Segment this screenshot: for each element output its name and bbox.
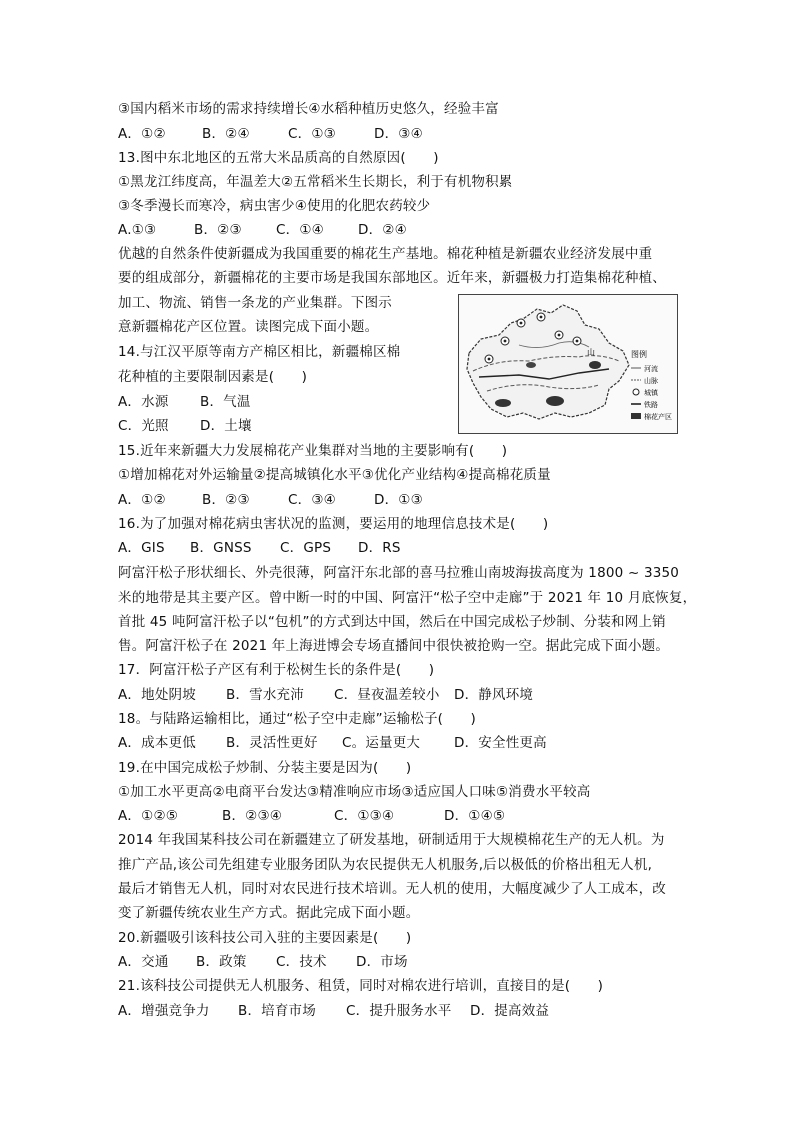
q17-option-c[interactable]: C．昼夜温差较小 bbox=[334, 687, 440, 703]
q17-option-a[interactable]: A．地处阴坡 bbox=[118, 687, 196, 703]
passage-drone-line-4: 变了新疆传统农业生产方式。据此完成下面小题。 bbox=[118, 905, 420, 921]
xinjiang-cotton-map bbox=[458, 294, 678, 434]
q13-options bbox=[118, 220, 407, 240]
q12-option-b[interactable]: B．②④ bbox=[202, 126, 250, 142]
cotton-area-shape bbox=[589, 361, 601, 369]
q19-option-d[interactable]: D．①④⑤ bbox=[444, 808, 506, 824]
passage-xinjiang-line-4: 意新疆棉花产区位置。读图完成下面小题。 bbox=[118, 319, 379, 335]
q18-option-c[interactable]: C。运量更大 bbox=[342, 735, 421, 751]
q21-option-b[interactable]: B．培育市场 bbox=[238, 1003, 316, 1019]
q13-option-d[interactable]: D．②④ bbox=[358, 222, 407, 238]
legend-cotton-icon bbox=[631, 413, 641, 419]
passage-drone-line-1: 2014 年我国某科技公司在新疆建立了研发基地，研制适用于大规模棉花生产的无人机。为 bbox=[118, 832, 665, 848]
q12-options bbox=[118, 124, 423, 144]
q21-option-a[interactable]: A．增强竞争力 bbox=[118, 1003, 210, 1019]
q20-option-a[interactable]: A．交通 bbox=[118, 954, 169, 970]
q20-option-d[interactable]: D．市场 bbox=[356, 954, 408, 970]
q12-option-a[interactable]: A．①② bbox=[118, 126, 166, 142]
legend-town-icon bbox=[633, 389, 639, 395]
legend-town-label: 城镇 bbox=[644, 389, 658, 397]
q20-stem: 20.新疆吸引该科技公司入驻的主要因素是( ) bbox=[118, 930, 412, 946]
q13-option-b[interactable]: B．②③ bbox=[194, 222, 242, 238]
q21-option-d[interactable]: D．提高效益 bbox=[470, 1003, 550, 1019]
q15-option-a[interactable]: A．①② bbox=[118, 492, 166, 508]
q14-options-row-1 bbox=[118, 392, 251, 412]
passage-afghan-line-3: 首批 45 吨阿富汗松子以“包机”的方式到达中国，然后在中国完成松子炒制、分装和网上销 bbox=[118, 614, 666, 630]
q21-stem: 21.该科技公司提供无人机服务、租赁，同时对棉农进行培训，直接目的是( ) bbox=[118, 978, 604, 994]
q13-option-c[interactable]: C．①④ bbox=[276, 222, 324, 238]
legend-river-label: 河流 bbox=[644, 365, 658, 373]
q21-options bbox=[118, 1001, 549, 1021]
q14-stem-1: 14.与江汉平原等南方产棉区相比，新疆棉区棉 bbox=[118, 344, 401, 360]
q20-option-c[interactable]: C．技术 bbox=[276, 954, 327, 970]
q16-options bbox=[118, 538, 401, 558]
q15-option-b[interactable]: B．②③ bbox=[202, 492, 250, 508]
q15-option-d[interactable]: D．①③ bbox=[374, 492, 423, 508]
q12-statement-line: ③国内稻米市场的需求持续增长④水稻种植历史悠久，经验丰富 bbox=[118, 101, 499, 117]
q15-option-c[interactable]: C．③④ bbox=[288, 492, 336, 508]
q14-option-a[interactable]: A．水源 bbox=[118, 394, 169, 410]
q19-statements: ①加工水平更高②电商平台发达③精准响应市场③适应国人口味⑤消费水平较高 bbox=[118, 784, 591, 800]
passage-afghan-line-1: 阿富汗松子形状细长、外壳很薄，阿富汗东北部的喜马拉雅山南坡海拔高度为 1800 ~ 3350 bbox=[118, 565, 680, 581]
q17-options bbox=[118, 685, 533, 705]
q15-stem: 15.近年来新疆大力发展棉花产业集群对当地的主要影响有( ) bbox=[118, 443, 508, 459]
q16-option-b[interactable]: B．GNSS bbox=[190, 540, 252, 556]
q20-option-b[interactable]: B．政策 bbox=[196, 954, 247, 970]
q19-options bbox=[118, 806, 505, 826]
q19-option-a[interactable]: A．①②⑤ bbox=[118, 808, 179, 824]
mountain-label: 山 bbox=[587, 348, 595, 357]
q16-option-c[interactable]: C．GPS bbox=[280, 540, 332, 556]
q20-options bbox=[118, 952, 408, 972]
passage-xinjiang-line-1: 优越的自然条件使新疆成为我国重要的棉花生产基地。棉花种植是新疆农业经济发展中重 bbox=[118, 246, 653, 262]
passage-afghan-line-4: 售。阿富汗松子在 2021 年上海进博会专场直播间中很快被抢购一空。据此完成下面小题。 bbox=[118, 638, 670, 654]
q18-options bbox=[118, 733, 547, 753]
passage-xinjiang-line-3: 加工、物流、销售一条龙的产业集群。下图示 bbox=[118, 295, 392, 311]
q16-stem: 16.为了加强对棉花病虫害状况的监测，要运用的地理信息技术是( ) bbox=[118, 516, 549, 532]
passage-afghan-line-2: 米的地带是其主要产区。曾中断一时的中国、阿富汗“松子空中走廊”于 2021 年 10 月底恢复， bbox=[118, 590, 697, 606]
q13-statement-2: ③冬季漫长而寒冷，病虫害少④使用的化肥农药较少 bbox=[118, 198, 431, 214]
q19-option-b[interactable]: B．②③④ bbox=[222, 808, 283, 824]
q14-stem-2: 花种植的主要限制因素是( ) bbox=[118, 369, 308, 385]
passage-xinjiang-line-2: 要的组成部分，新疆棉花的主要市场是我国东部地区。近年来，新疆极力打造集棉花种植、 bbox=[118, 270, 666, 286]
q18-option-b[interactable]: B．灵活性更好 bbox=[226, 735, 318, 751]
q15-options bbox=[118, 490, 423, 510]
passage-drone-line-2: 推广产品,该公司先组建专业服务团队为农民提供无人机服务,后以极低的价格出租无人机, bbox=[118, 857, 653, 873]
legend-title: 图例 bbox=[631, 350, 647, 359]
q14-option-c[interactable]: C．光照 bbox=[118, 418, 169, 434]
q19-option-c[interactable]: C．①③④ bbox=[334, 808, 395, 824]
q15-statements: ①增加棉花对外运输量②提高城镇化水平③优化产业结构④提高棉花质量 bbox=[118, 467, 551, 483]
legend-mountain-label: 山脉 bbox=[644, 377, 658, 385]
q16-option-a[interactable]: A．GIS bbox=[118, 540, 165, 556]
q14-options-row-2 bbox=[118, 416, 252, 436]
q17-option-b[interactable]: B．雪水充沛 bbox=[226, 687, 304, 703]
q13-stem: 13.图中东北地区的五常大米品质高的自然原因( ) bbox=[118, 150, 439, 166]
q14-option-b[interactable]: B．气温 bbox=[200, 394, 251, 410]
q21-option-c[interactable]: C．提升服务水平 bbox=[346, 1003, 452, 1019]
q17-option-d[interactable]: D．静风环境 bbox=[454, 687, 534, 703]
map-graphic bbox=[459, 295, 677, 433]
cotton-area-shape bbox=[546, 396, 564, 406]
q16-option-d[interactable]: D．RS bbox=[358, 540, 401, 556]
cotton-area-shape bbox=[526, 362, 536, 368]
q19-stem: 19.在中国完成松子炒制、分装主要是因为( ) bbox=[118, 760, 412, 776]
q13-statement-1: ①黑龙江纬度高，年温差大②五常稻米生长期长，利于有机物积累 bbox=[118, 174, 513, 190]
q17-stem: 17．阿富汗松子产区有利于松树生长的条件是( ) bbox=[118, 662, 435, 678]
q18-option-a[interactable]: A．成本更低 bbox=[118, 735, 196, 751]
legend-cotton-label: 棉花产区 bbox=[644, 413, 672, 421]
passage-drone-line-3: 最后才销售无人机，同时对农民进行技术培训。无人机的使用，大幅度减少了人工成本，改 bbox=[118, 881, 666, 897]
q13-option-a[interactable]: A.①③ bbox=[118, 222, 157, 238]
q14-option-d[interactable]: D．土壤 bbox=[200, 418, 252, 434]
cotton-area-shape bbox=[495, 399, 511, 407]
q18-stem: 18。与陆路运输相比，通过“松子空中走廊”运输松子( ) bbox=[118, 711, 476, 727]
q12-option-c[interactable]: C．①③ bbox=[288, 126, 336, 142]
legend-railway-label: 铁路 bbox=[644, 401, 658, 409]
q12-option-d[interactable]: D．③④ bbox=[374, 126, 423, 142]
q18-option-d[interactable]: D．安全性更高 bbox=[454, 735, 547, 751]
